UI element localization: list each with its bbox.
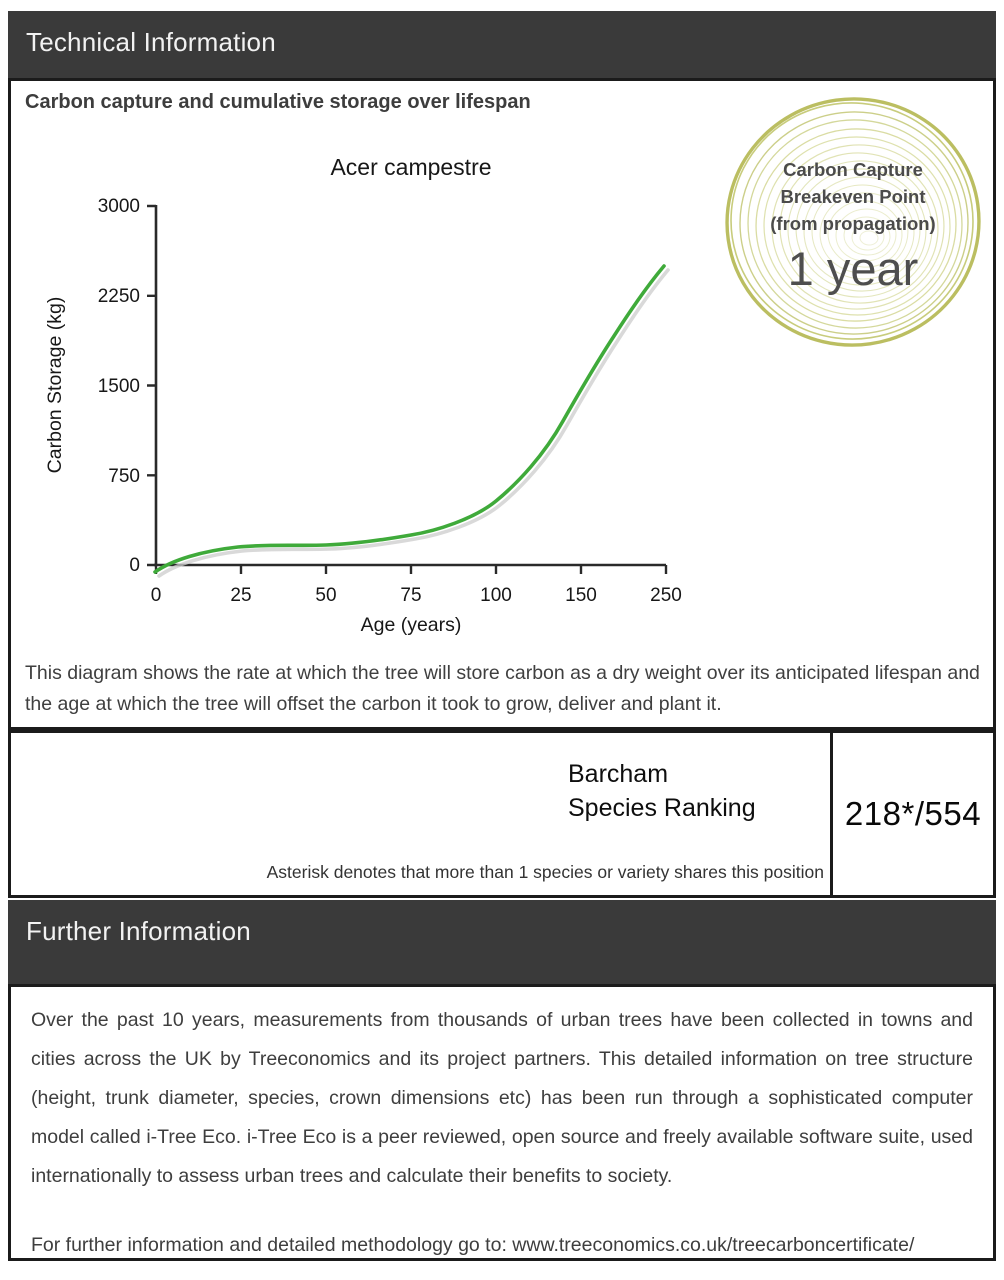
y-axis-label: Carbon Storage (kg) [44,296,66,474]
badge-line-1: Carbon Capture [783,159,923,180]
ranking-label [568,757,756,825]
further-information-section [8,984,996,1261]
species-ranking-section [8,730,996,898]
x-tick-0: 0 [150,585,162,606]
curve-shadow [159,270,668,576]
technical-information-title: Technical Information [26,27,276,57]
carbon-capture-section [8,78,996,730]
carbon-storage-curve [155,266,664,572]
carbon-storage-chart [44,139,714,649]
breakeven-badge-text [705,156,1001,296]
x-tick-25: 25 [230,585,252,606]
ranking-label-line2: Species Ranking [568,794,756,822]
chart-title: Acer campestre [330,154,492,180]
further-information-header [8,900,996,984]
ranking-label-cell [11,733,830,895]
x-tick-150: 150 [565,585,597,606]
further-information-body [11,987,993,1257]
methodology-link-line: For further information and detailed methodology go to: www.treeconomics.co.uk/treecarboncertificate/ [31,1234,915,1256]
section-title: Carbon capture and cumulative storage over lifespan [25,91,531,113]
y-axis-ticks [147,206,156,565]
further-paragraph: Over the past 10 years, measurements from thousands of urban trees have been collected in towns and cities across the UK by Treeconomics and its project partners. This detailed information on tree structure (height, trunk diameter, species, crown dimensions etc) has been run through a sophisticated computer model called i-Tree Eco. i-Tree Eco is a peer reviewed, open source and freely available software suite, used internationally to assess urban trees and calculate their benefits to society. [31,1009,973,1187]
y-tick-3000: 3000 [97,196,140,217]
badge-line-2: Breakeven Point [780,186,926,207]
x-tick-50: 50 [315,585,337,606]
x-axis-label: Age (years) [360,614,462,636]
chart-description: This diagram shows the rate at which the tree will store carbon as a dry weight over its anticipated lifespan and the age at which the tree will offset the carbon it took to grow, deliver and plant it. [25,662,980,715]
ranking-value: 218*/554 [844,795,982,832]
badge-line-3: (from propagation) [770,213,936,234]
y-tick-750: 750 [108,466,140,487]
technical-information-header [8,11,996,78]
x-tick-75: 75 [400,585,422,606]
y-tick-1500: 1500 [97,376,140,397]
x-tick-250: 250 [650,585,682,606]
y-tick-2250: 2250 [97,286,140,307]
ranking-value-cell [830,733,993,895]
x-tick-100: 100 [480,585,512,606]
asterisk-note: Asterisk denotes that more than 1 species or variety shares this position [266,862,824,882]
breakeven-value: 1 year [787,242,919,295]
x-axis-ticks [156,565,666,574]
breakeven-badge [705,88,1001,360]
further-information-title: Further Information [26,916,251,946]
y-tick-0: 0 [129,555,140,576]
ranking-label-line1: Barcham [568,760,669,788]
